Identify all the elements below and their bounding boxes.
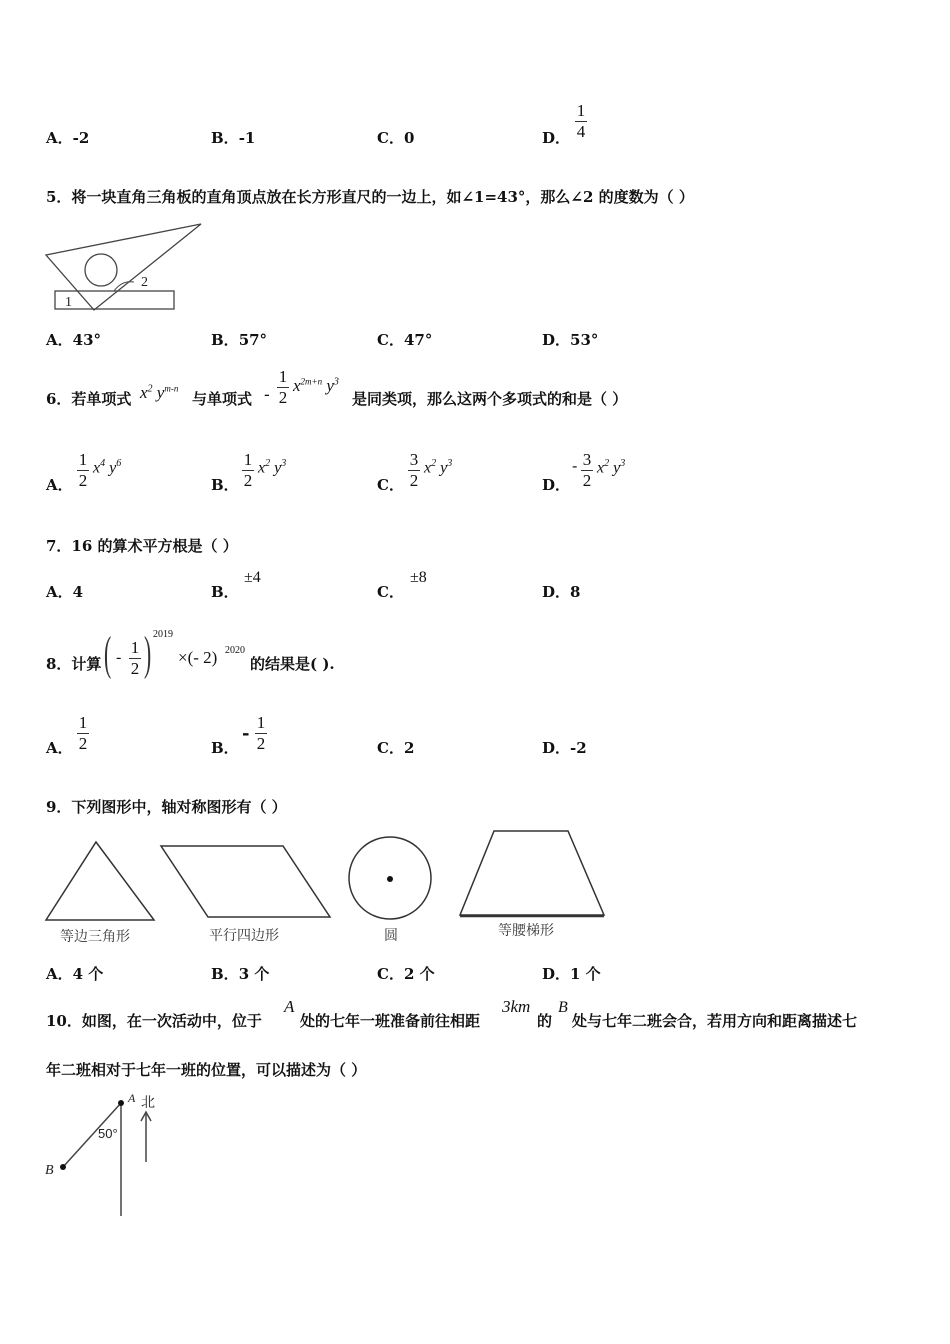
caption-equilateral-triangle: 等边三角形 — [60, 929, 130, 945]
q9-option-c[interactable]: C．2 个 — [377, 965, 435, 983]
q7-option-b[interactable]: B． — [211, 583, 239, 601]
q6-option-d-fraction: 3 2 — [582, 450, 592, 490]
fig-label-b: B — [45, 1163, 54, 1178]
angle-1-label: 1 — [65, 295, 72, 310]
option-value: -2 — [72, 129, 90, 147]
q10-text-part4: 处与七年二班会合，若用方向和距离描述七 — [572, 1012, 858, 1030]
point-b-dot — [60, 1164, 66, 1170]
q7-option-b-value: ±4 — [244, 569, 261, 586]
q10-distance: 3km — [502, 997, 531, 1016]
q4-option-a[interactable] — [46, 127, 89, 148]
q4-option-d-fraction: 1 4 — [576, 101, 586, 141]
point-a-dot — [118, 1100, 124, 1106]
q9-shapes-figure — [44, 828, 609, 923]
q10-point-b: B — [558, 999, 568, 1016]
option-label: D． — [542, 129, 571, 147]
q8-right-paren: ) — [144, 627, 152, 680]
q8-option-b-fraction: 1 2 — [256, 713, 266, 753]
q10-point-a: A — [284, 997, 295, 1016]
option-label: A． — [46, 129, 73, 147]
q5-option-b[interactable]: B．57° — [211, 331, 268, 349]
fig-label-a: A — [128, 1091, 136, 1105]
q6-option-a[interactable]: A． — [46, 476, 73, 494]
q8-option-a-fraction: 1 2 — [78, 713, 88, 753]
q6-option-b-fraction: 1 2 — [243, 450, 253, 490]
option-value: -1 — [238, 129, 256, 147]
q8-times-term: ×(- 2) — [178, 648, 218, 667]
q7-option-a[interactable]: A．4 — [46, 583, 84, 601]
q6-option-b[interactable]: B． — [211, 476, 239, 494]
q4-option-d[interactable] — [542, 127, 570, 148]
q6-option-d[interactable]: D． — [542, 476, 571, 494]
q5-option-d[interactable]: D．53° — [542, 331, 599, 349]
q8-left-paren: ( — [104, 627, 112, 680]
q4-option-b[interactable] — [211, 127, 255, 148]
q10-text-line2: 年二班相对于七年一班的位置，可以描述为（ ） — [46, 1061, 367, 1079]
q8-prefix: 8．计算 — [46, 655, 102, 673]
q7-option-c[interactable]: C． — [377, 583, 404, 601]
q10-text-part2: 处的七年一班准备前往相距 — [300, 1012, 481, 1030]
q10-text-part1: 10．如图，在一次活动中，位于 — [46, 1012, 262, 1030]
q8-exponent-2: 2020 — [225, 645, 245, 656]
q8-exponent-1: 2019 — [153, 629, 173, 640]
q8-option-c[interactable]: C．2 — [377, 739, 415, 757]
q5-triangle-ruler-figure — [44, 222, 204, 314]
q9-option-a[interactable]: A．4 个 — [46, 965, 104, 983]
q6-option-c[interactable]: C． — [377, 476, 404, 494]
option-label: B． — [211, 129, 239, 147]
q6-term2-sign: - — [264, 385, 270, 405]
q6-prefix: 6．若单项式 — [46, 390, 132, 408]
q7-stem: 7．16 的算术平方根是（ ） — [46, 537, 238, 555]
caption-parallelogram: 平行四边形 — [209, 928, 279, 944]
q9-stem: 9．下列图形中，轴对称图形有（ ） — [46, 798, 287, 816]
q9-option-b[interactable]: B．3 个 — [211, 965, 270, 983]
angle-2-label: 2 — [141, 275, 148, 290]
option-value: 0 — [403, 129, 415, 147]
set-square-hole — [85, 254, 117, 286]
fig-label-angle: 50° — [98, 1126, 118, 1141]
fig-label-north: 北 — [141, 1095, 155, 1111]
q6-option-c-fraction: 3 2 — [409, 450, 419, 490]
q9-option-d[interactable]: D．1 个 — [542, 965, 601, 983]
q8-sign: - — [116, 649, 122, 666]
caption-circle: 圆 — [384, 928, 398, 944]
option-label: C． — [377, 129, 404, 147]
caption-isosceles-trapezoid: 等腰梯形 — [498, 923, 554, 939]
q6-term1: $x^2$ $y^{m-n}$ — [140, 383, 179, 402]
parallelogram — [161, 846, 330, 917]
q8-fraction: 1 2 — [130, 638, 140, 678]
q5-stem: 5．将一块直角三角板的直角顶点放在长方形直尺的一边上，如∠1=43°，那么∠2 的度数为（ ） — [46, 188, 694, 206]
q8-suffix: 的结果是( ). — [250, 655, 335, 673]
equilateral-triangle — [46, 842, 154, 920]
q5-option-c[interactable]: C．47° — [377, 331, 433, 349]
q8-option-a[interactable]: A． — [46, 739, 73, 757]
q8-option-b[interactable]: B． — [211, 739, 239, 757]
q6-term2-powers: $x^{2m+n}$ $y^3$ — [293, 376, 339, 395]
q6-option-d-powers: $x^2$ $y^3$ — [597, 458, 626, 477]
q10-text-part3: 的 — [537, 1012, 553, 1030]
q7-option-c-value: ±8 — [410, 569, 427, 586]
q6-option-a-fraction: 1 2 — [78, 450, 88, 490]
q6-option-c-powers: $x^2$ $y^3$ — [424, 458, 453, 477]
q4-option-c[interactable] — [377, 127, 414, 148]
q10-direction-figure — [44, 1090, 174, 1220]
q6-option-b-powers: $x^2$ $y^3$ — [258, 458, 287, 477]
q5-option-a[interactable]: A．43° — [46, 331, 102, 349]
q6-option-d-sign: - — [572, 456, 578, 475]
isosceles-trapezoid — [460, 831, 604, 915]
q6-option-a-powers: $x^4$ $y^6$ — [93, 458, 122, 477]
q8-option-b-sign: - — [242, 723, 250, 744]
q6-term2-fraction: 1 2 — [278, 367, 288, 407]
q7-option-d[interactable]: D．8 — [542, 583, 581, 601]
q8-option-d[interactable]: D．-2 — [542, 739, 587, 757]
q6-suffix: 是同类项，那么这两个多项式的和是（ ） — [352, 390, 628, 408]
q6-mid: 与单项式 — [192, 390, 253, 408]
circle-center — [387, 876, 393, 882]
